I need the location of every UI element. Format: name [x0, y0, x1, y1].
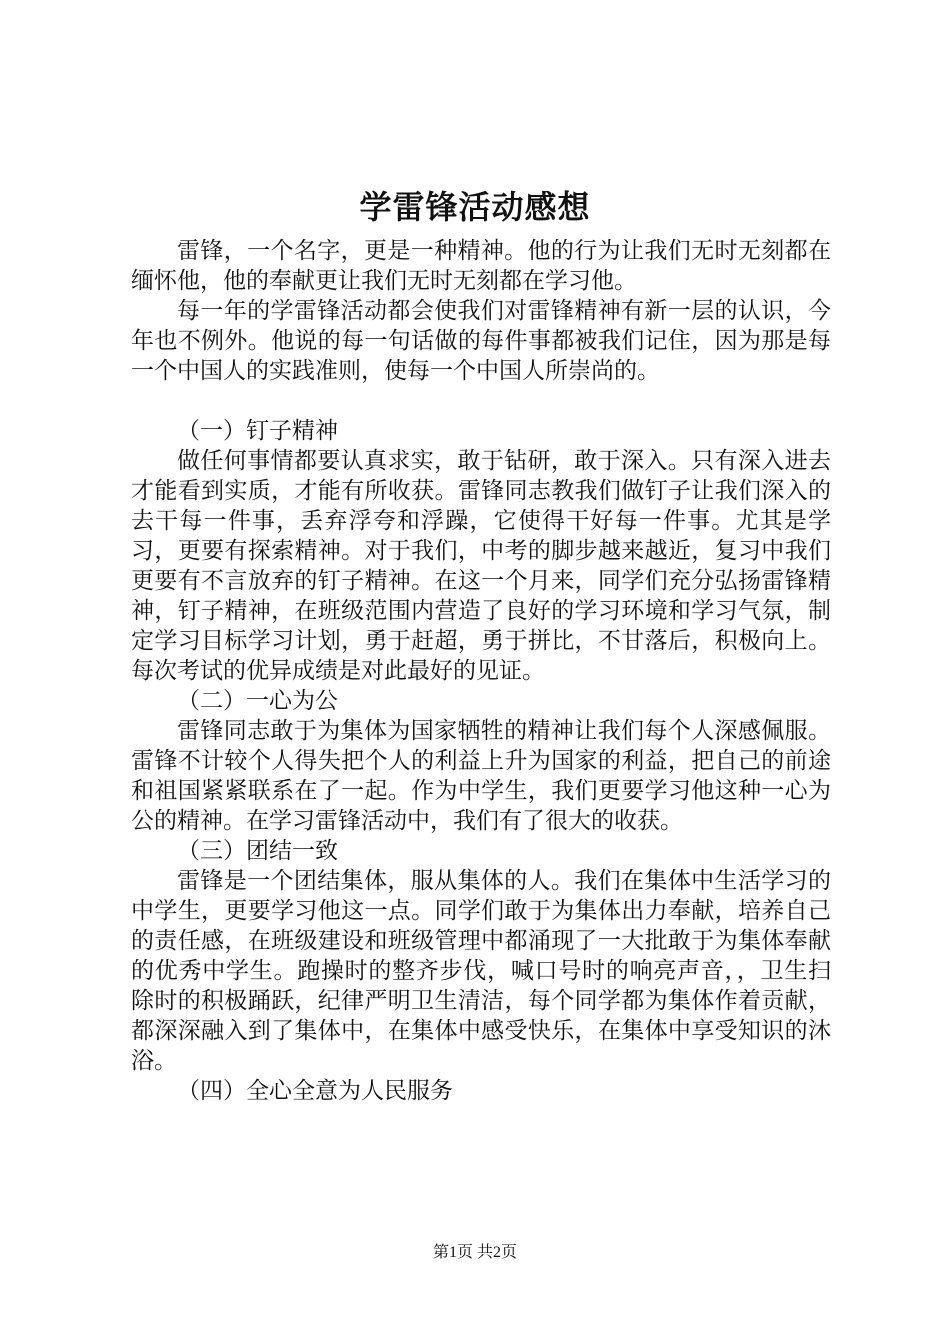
document-body [131, 236, 831, 1106]
document-title: 学雷锋活动感想 [359, 188, 591, 226]
page-footer: 第1页 共2页 [432, 1244, 517, 1261]
section-heading-2: （二）一心为公 [177, 688, 338, 714]
paragraph-section-1: 做任何事情都要认真求实，敢于钻研，敢于深入。只有深入进去才能看到实质，才能有所收获。雷锋同志教我们做钉子让我们深入的去干每一件事，丢弃浮夸和浮躁，它使得干好每一件事。尤其是学习，更要有探索精神。对于我们，中考的脚步越来越近，复习中我们更要有不言放弃的钉子精神。在这一个月来，同学们充分弘扬雷锋精神，钉子精神，在班级范围内营造了良好的学习环境和学习气氛，制定学习目标学习计划，勇于赶超，勇于拼比，不甘落后，积极向上。每次考试的优异成绩是对此最好的见证。 [131, 448, 831, 684]
paragraph-section-3: 雷锋是一个团结集体，服从集体的人。我们在集体中生活学习的中学生，更要学习他这一点。同学们敢于为集体出力奉献，培养自己的责任感，在班级建设和班级管理中都涌现了一大批敢于为集体奉献的优秀中学生。跑操时的整齐步伐，喊口号时的响亮声音，，卫生扫除时的积极踊跃，纪律严明卫生清洁，每个同学都为集体作着贡献，都深深融入到了集体中，在集体中感受快乐，在集体中享受知识的沐浴。 [131, 868, 831, 1074]
paragraph-gap [131, 386, 831, 416]
section-heading-1: （一）钉子精神 [177, 418, 338, 444]
section-heading-3: （三）团结一致 [177, 838, 338, 864]
paragraph-intro-1: 雷锋，一个名字，更是一种精神。他的行为让我们无时无刻都在缅怀他，他的奉献更让我们无时无刻都在学习他。 [131, 238, 831, 294]
section-heading-4: （四）全心全意为人民服务 [177, 1078, 453, 1104]
paragraph-intro-2: 每一年的学雷锋活动都会使我们对雷锋精神有新一层的认识，今年也不例外。他说的每一句话做的每件事都被我们记住，因为那是每一个中国人的实践准则，使每一个中国人所崇尚的。 [131, 298, 831, 384]
paragraph-section-2: 雷锋同志敢于为集体为国家牺牲的精神让我们每个人深感佩服。雷锋不计较个人得失把个人的利益上升为国家的利益，把自己的前途和祖国紧紧联系在了一起。作为中学生，我们更要学习他这种一心为公的精神。在学习雷锋活动中，我们有了很大的收获。 [131, 718, 831, 834]
